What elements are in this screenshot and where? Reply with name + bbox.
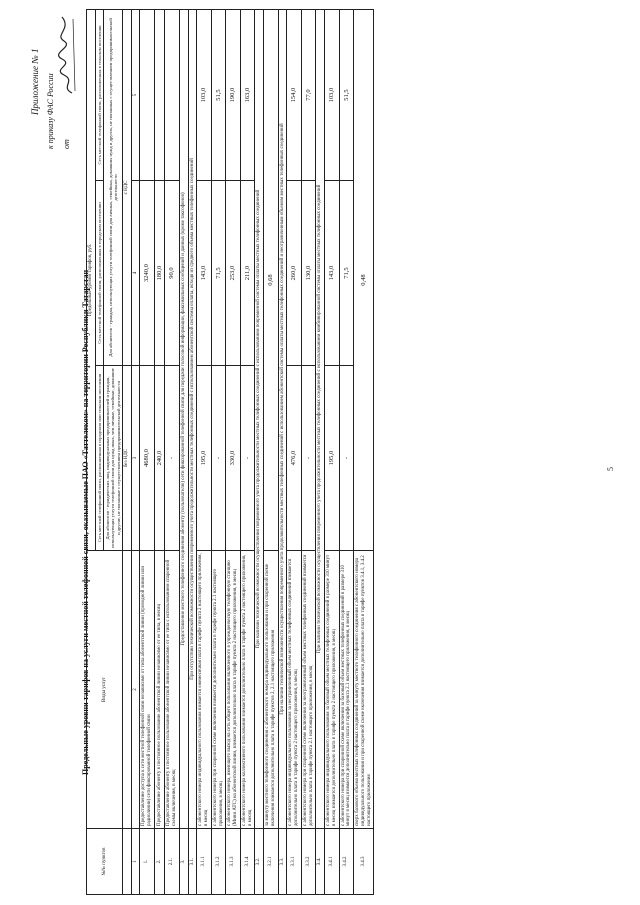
tariff-value: 0,68 (264, 9, 279, 550)
tariff-value: 51,5 (339, 9, 354, 180)
section-row (278, 9, 287, 894)
row-number: 3.1.1 (197, 829, 212, 895)
service-description: сверх базового объема местных телефонных соединений за минуту местного телефонного соединения с абонентского номера индивидуального пользования и при спаренной схеме включения взимается дополнительно плата в тарифе пунктов 3.4.1, 3.4.2 настоящего приложения (354, 551, 374, 829)
row-number: 1. (140, 829, 155, 895)
vat-note-no-vat: без НДС (122, 366, 131, 551)
section-heading: При наличии технической возможности осуществления повременного учета продолжительности местных телефонных соединений с использованием повременной системы оплаты местных телефонных соединений (255, 9, 264, 828)
handwritten-date-signature (56, 15, 78, 95)
tariff-value: 253,0 (226, 181, 241, 366)
tariff-value: 103,0 (325, 9, 340, 180)
tariff-table (86, 9, 374, 895)
row-number: 2.1. (165, 829, 180, 895)
row-number: 3. (179, 829, 188, 895)
service-description: с абонентского номера при спаренной схеме включения за неограниченный объем местных телефонных соединений взимается дополнительно плата в тарифе пункта 2.1 настоящего приложения, в месяц (301, 551, 316, 829)
col-header-legal: Для абонентов - юридических лиц, индивидуальных предпринимателей и граждан, использующих услуги телефонной связи для нужд иных, чем личные, семейные, домашние и другие, не связанные с осуществлением предпринимательской деятельности (104, 366, 123, 551)
table-row (354, 9, 374, 894)
tariff-rows (140, 9, 374, 894)
section-row (179, 9, 188, 894)
row-number: 3.4.1 (325, 829, 340, 895)
table-row (226, 9, 241, 894)
tariff-value: 4680,0 (140, 366, 155, 551)
service-description: с абонентского номера при спаренной схеме включения взимается дополнительно плата в тарифе пункта 2.1 настоящего приложения, в месяц (211, 551, 226, 829)
service-description: с абонентского номера индивидуального пользования за неограниченный объем местных телефонных соединений взимается дополнительно плата в тарифе пункта 2 настоящего приложения, в месяц (287, 551, 302, 829)
row-number: 3.3.2 (301, 829, 316, 895)
col-header-number: №№ пунктов (87, 829, 123, 895)
tariff-value: 154,0 (287, 9, 302, 180)
col-number: 4 (131, 181, 140, 366)
row-number: 3.1.4 (240, 829, 255, 895)
tariff-value: 211,0 (240, 181, 255, 366)
service-description: Предоставление абоненту в постоянное пользование абонентской линии независимо от ее типа, в месяц (154, 551, 164, 829)
col-header-group-b: Сеть местной телефонной связи, расположенная в городском поселении (95, 181, 103, 366)
service-description: Предоставление доступа к сети местной телефонной связи независимо от типа абонентской линии (проводной линии или радиолинии) сети фиксированной телефонной связи (140, 551, 155, 829)
row-number: 3.2. (255, 829, 264, 895)
service-description: за минуту местного телефонного соединения с абонентского номера индивидуального пользования и при спаренной схеме включения взимается дополнительно плата в тарифе пунктов 2, 2.1 настоящего приложения (264, 551, 279, 829)
row-number: 3.4.3 (354, 829, 374, 895)
section-heading: При наличии технической возможности осуществления повременного учета продолжительности местных телефонных соединений с использованием комбинированной системы оплаты местных телефонных соединений (316, 9, 325, 828)
tariff-value (165, 9, 180, 180)
col-header-group-a: Сеть местной телефонной связи, расположенная в городском или сельском поселении (95, 366, 103, 551)
col-header-prices: Предельные уровни тарифов, руб. (87, 9, 96, 550)
tariff-value (140, 9, 155, 180)
tariff-value: 195,0 (197, 366, 212, 551)
vat-note-with-vat: с НДС (122, 9, 131, 365)
service-description: с абонентского номера, имеющего выход на сеть общего пользования включенного в учрежденческую телефонную станцию (Мини АТС) на абонентской линии, взимается дополнительно плата в тарифе пункта 2 настоящего приложения, в месяц (226, 551, 241, 829)
tariff-value: 71,5 (211, 181, 226, 366)
tariff-value: 330,0 (226, 366, 241, 551)
tariff-value: 143,0 (197, 181, 212, 366)
col-number: 3 (131, 366, 140, 551)
table-row (154, 9, 164, 894)
row-number: 3.3. (278, 829, 287, 895)
section-row (255, 9, 264, 894)
tariff-value: 77,0 (301, 9, 316, 180)
annex-label: Приложение № 1 (30, 48, 40, 115)
col-number: 1 (131, 829, 140, 895)
tariff-value: 0,48 (354, 9, 374, 550)
row-number: 2. (154, 829, 164, 895)
section-heading: Предоставление местного телефонного соединения абоненту (пользователю) сети фиксированной телефонной связи для передачи голосовой информации, факсимильных сообщений и данных (кроме таксофонов) (179, 9, 188, 828)
order-reference: к приказу ФАС России (46, 73, 55, 149)
tariff-value: - (339, 366, 354, 551)
table-row (165, 9, 180, 894)
col-number: 2 (131, 551, 140, 829)
table-row (287, 9, 302, 894)
tariff-value: - (165, 366, 180, 551)
col-header-group-c: Сеть местной телефонной связи, расположенная в сельском поселении (95, 9, 103, 180)
tariff-value: 51,5 (211, 9, 226, 180)
tariff-value: 71,5 (339, 181, 354, 366)
service-description: с абонентского номера индивидуального пользования за базовый объем местных телефонных соединений в размере 310 минут в месяц взимается дополнительно плата в тарифе пункта 2 настоящего приложения, в месяц (325, 551, 340, 829)
tariff-value: 180,0 (154, 181, 164, 366)
tariff-value: - (301, 366, 316, 551)
tariff-value: 130,0 (301, 181, 316, 366)
service-description: с абонентского номера коллективного пользования взимается дополнительно плата в тарифе пункта 2 настоящего приложения, в месяц (240, 551, 255, 829)
row-number: 3.1. (188, 829, 197, 895)
section-row (188, 9, 197, 894)
document-title: Предельные уровни тарифов на услуги местной телефонной связи, оказываемые ПАО «Таттелеком» на территории Республики Татарстан (81, 269, 90, 775)
tariff-value: 143,0 (325, 181, 340, 366)
service-description: с абонентского номера индивидуального пользования взимается ежемесячная плата в тарифе пункта 2 настоящего приложения, в месяц (197, 551, 212, 829)
tariff-value: 240,0 (154, 366, 164, 551)
table-row (197, 9, 212, 894)
tariff-value: - (240, 366, 255, 551)
table-row (211, 9, 226, 894)
tariff-value: 195,0 (325, 366, 340, 551)
tariff-value: - (211, 366, 226, 551)
tariff-value: 90,0 (165, 181, 180, 366)
row-number: 3.1.3 (226, 829, 241, 895)
col-header-citizens: Для абонентов - граждан, использующих услуги телефонной связи для личных, семейных, домашних нужд и других, не связанных с осуществлением предпринимательской деятельности (104, 9, 123, 365)
row-number: 3.2.1 (264, 829, 279, 895)
tariff-value: 103,0 (197, 9, 212, 180)
section-row (316, 9, 325, 894)
table-row (301, 9, 316, 894)
section-heading: При отсутствии технической возможности осуществления повременного учета продолжительности местных телефонных соединений с использованием абонентской системы оплаты, исходя из среднего объема местных телефонных соединений (188, 9, 197, 828)
service-description: Предоставление абоненту в постоянное пользование абонентской линии независимо от ее типа с использованием спаренной схемы включения, в месяц (165, 551, 180, 829)
col-number: 5 (131, 9, 140, 180)
table-row (240, 9, 255, 894)
tariff-value: 163,0 (240, 9, 255, 180)
table-row (339, 9, 354, 894)
section-heading: При наличии технической возможности осуществления повременного учета продолжительности местных телефонных соединений с использованием абонентской системы оплаты местных телефонных соединений и неограниченным объемом местных телефонных соединений (278, 9, 287, 828)
table-row (140, 9, 155, 894)
table-row (264, 9, 279, 894)
row-number: 3.1.2 (211, 829, 226, 895)
tariff-value (154, 9, 164, 180)
row-number: 3.3.1 (287, 829, 302, 895)
row-number: 3.4.2 (339, 829, 354, 895)
order-date: от (62, 139, 71, 149)
service-description: с абонентского номера при спаренной схеме включения за базовый объем местных телефонных соединений в размере 310 минут в месяц взимается дополнительно плата в тарифе пункта 2.1 настоящего приложения, в месяц (339, 551, 354, 829)
tariff-value: 3240,0 (140, 181, 155, 366)
tariff-value: 476,0 (287, 366, 302, 551)
table-row (325, 9, 340, 894)
page-number: 5 (606, 467, 615, 471)
row-number: 3.4. (316, 829, 325, 895)
col-header-service: Виды услуг (87, 551, 123, 829)
tariff-value: 260,0 (287, 181, 302, 366)
tariff-value: 190,0 (226, 9, 241, 180)
